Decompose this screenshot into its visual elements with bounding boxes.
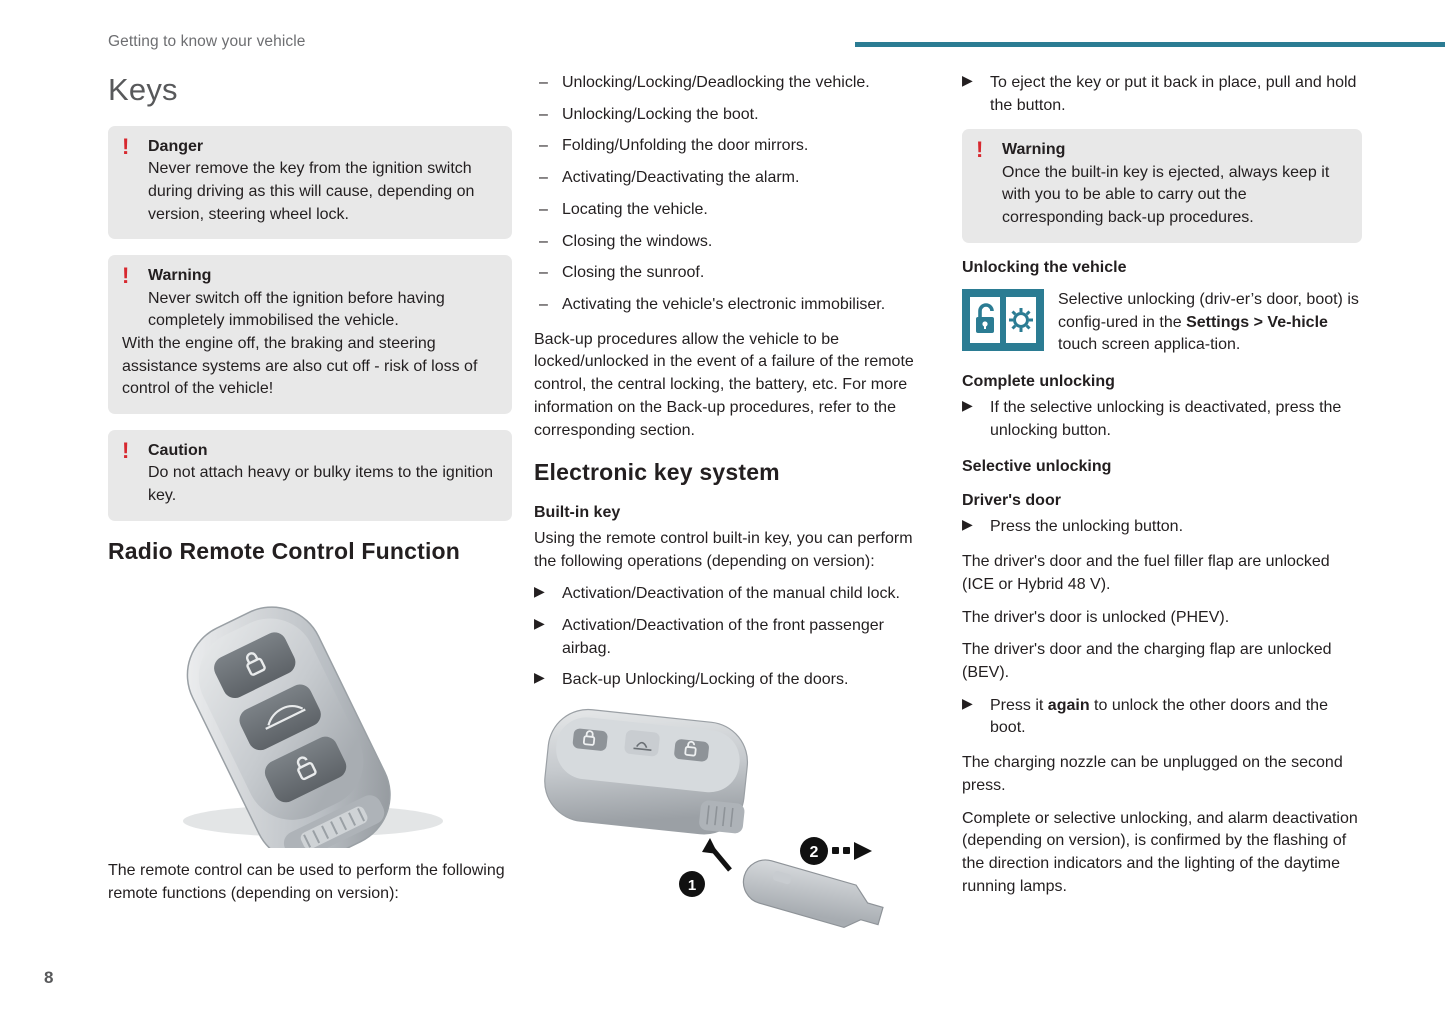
built-in-key-operations-list [534,583,934,692]
press-again-part1: Press it [990,696,1048,714]
dash-marker: – [539,169,548,187]
list-item [962,72,1362,117]
exclamation-icon: ! [122,438,130,464]
list-item [534,262,934,285]
callout-label: Caution [148,442,208,460]
list-item [534,583,934,606]
press-again-part2: to unlock the other doors and the boot. [990,696,1328,737]
drivers-door-list [962,516,1362,539]
list-item [534,167,934,190]
callout-label: Danger [148,138,204,155]
section-heading-electronic-key-system [534,458,934,487]
list-item-label: Activation/Deactivation of the manual child lock. [562,585,900,603]
remote-functions-intro: The remote control can be used to perform the following remote functions (depending on version): [108,862,505,902]
key-ejection-illustration [534,706,934,936]
list-item [534,199,934,222]
callout-marker-1: 1 [687,877,697,895]
arrow-marker-icon: ▶ [962,72,973,88]
callout-text-body: Never remove the key from the ignition switch during driving as this will cause, depending on version, steering wheel lock. [148,160,475,223]
eject-key-list [962,72,1362,117]
callout-text [122,158,498,226]
remote-functions-list [534,72,934,317]
dash-marker: – [539,264,548,282]
list-item [534,231,934,254]
selective-text-bold: Settings > Ve-hicle [1186,313,1328,331]
callout-label: Warning [148,267,212,285]
list-item-label: Unlocking/Locking the boot. [562,105,759,123]
dash-marker: – [539,232,548,250]
callout-text-2: With the engine off, the braking and steering assistance systems are also cut off - risk of loss of control of the vehicle! [122,334,478,398]
exclamation-icon: ! [122,134,130,159]
list-item-label: Closing the windows. [562,232,713,250]
column-one [108,72,512,916]
callout-label: Warning [1002,141,1066,159]
list-item-label: Back-up Unlocking/Locking of the doors. [562,671,849,689]
section-heading-text: Electronic key system [534,459,780,486]
callout-text-body: Never switch off the ignition before having completely immobilised the vehicle. [148,289,445,330]
dash-marker: – [539,105,548,123]
built-in-key-ejection-diagram [534,706,934,936]
sub-heading-built-in-key: Built-in key [534,503,621,521]
list-item-label: To eject the key or put it back in place, pull and hold the button. [990,74,1357,114]
unlock-settings-icon [962,289,1044,351]
built-in-key-intro: Using the remote control built-in key, you can perform the following operations (depending on version): [534,529,913,570]
dash-marker: – [539,200,548,218]
arrow-marker-icon: ▶ [962,694,973,711]
list-item [534,615,934,660]
sub-heading-drivers-door: Driver's door [962,492,1061,510]
exclamation-icon: ! [976,137,984,163]
backup-procedures-paragraph: Back-up procedures allow the vehicle to be locked/unlocked in the event of a failure of the remote control, the central locking, the battery, etc. For more information on the Back-up procedures, refer to the corresponding section. [534,330,914,439]
list-item-label: Activating the vehicle's electronic immobiliser. [562,296,886,314]
list-item [962,695,1362,740]
unlock-paragraph-2: The driver's door is unlocked (PHEV). [962,608,1230,626]
selective-text-part1: Selective unlocking (driv-er’s door, boot) is config-ured in the [1058,290,1359,331]
section-heading-radio-remote [108,537,512,566]
remote-control-key-fob-photo [108,576,512,848]
sub-heading-selective-unlocking: Selective unlocking [962,458,1112,476]
dash-marker: – [539,296,548,314]
selective-text-part2: touch screen applica-tion. [1058,336,1241,354]
arrow-marker-icon: ▶ [534,669,545,686]
arrow-marker-icon: ▶ [534,583,545,600]
selective-unlocking-text [1058,289,1362,357]
callout-text-body: Do not attach heavy or bulky items to the ignition key. [148,464,494,505]
unlock-paragraph-1: The driver's door and the fuel filler flap are unlocked (ICE or Hybrid 48 V). [962,553,1330,593]
column-three [962,72,1362,908]
list-item-label: Unlocking/Locking/Deadlocking the vehicle. [562,74,870,91]
callout-danger [108,126,512,239]
list-item-label: Locating the vehicle. [562,200,708,218]
column-two [534,72,934,936]
press-again-list [962,695,1362,740]
sub-heading-complete-unlocking: Complete unlocking [962,372,1115,390]
list-item-label: Closing the sunroof. [562,264,705,282]
list-item-label: If the selective unlocking is deactivated, press the unlocking button. [990,398,1342,439]
list-item-label: Activating/Deactivating the alarm. [562,169,800,187]
arrow-marker-icon: ▶ [962,396,973,413]
arrow-marker-icon: ▶ [534,614,545,631]
unlock-paragraph-3: The driver's door and the charging flap are unlocked (BEV). [962,641,1332,681]
callout-text [122,462,498,507]
list-item-label: Folding/Unfolding the door mirrors. [562,137,809,155]
list-item [962,397,1362,442]
complete-unlocking-list [962,397,1362,442]
section-heading-text: Radio Remote Control Function [108,537,461,564]
list-item [534,135,934,158]
page-number: 8 [44,968,54,987]
callout-text [122,288,498,333]
list-item [534,104,934,127]
list-item [962,516,1362,539]
sub-heading-unlocking-the-vehicle: Unlocking the vehicle [962,258,1127,276]
unlock-paragraph-4: The charging nozzle can be unplugged on the second press. [962,754,1343,794]
dash-marker: – [539,137,548,155]
unlock-settings-glyph [962,289,1044,351]
header-rule [855,42,1445,47]
callout-text [976,162,1348,230]
press-again-bold: again [1047,696,1090,714]
key-fob-illustration [108,576,512,848]
list-item-label: Press the unlocking button. [990,518,1184,536]
callout-marker-2: 2 [809,844,819,862]
arrow-marker-icon: ▶ [962,516,973,533]
list-item-label: Activation/Deactivation of the front passenger airbag. [562,616,884,657]
dash-marker: – [539,74,548,91]
list-item [534,72,934,95]
page-title: Keys [108,72,178,107]
callout-text-body: Once the built-in key is ejected, always keep it with you to be able to carry out the corresponding back-up procedures. [1002,163,1330,227]
list-item [534,669,934,692]
breadcrumb: Getting to know your vehicle [108,33,306,50]
callout-warning-builtin-key [962,129,1362,242]
list-item [534,294,934,317]
unlock-paragraph-5: Complete or selective unlocking, and alarm deactivation (depending on version), is confirmed by the flashing of the direction indicators and the lighting of the daytime running lamps. [962,809,1358,895]
exclamation-icon: ! [122,263,130,289]
callout-warning [108,255,512,414]
callout-caution [108,430,512,521]
selective-unlocking-row [962,289,1362,357]
